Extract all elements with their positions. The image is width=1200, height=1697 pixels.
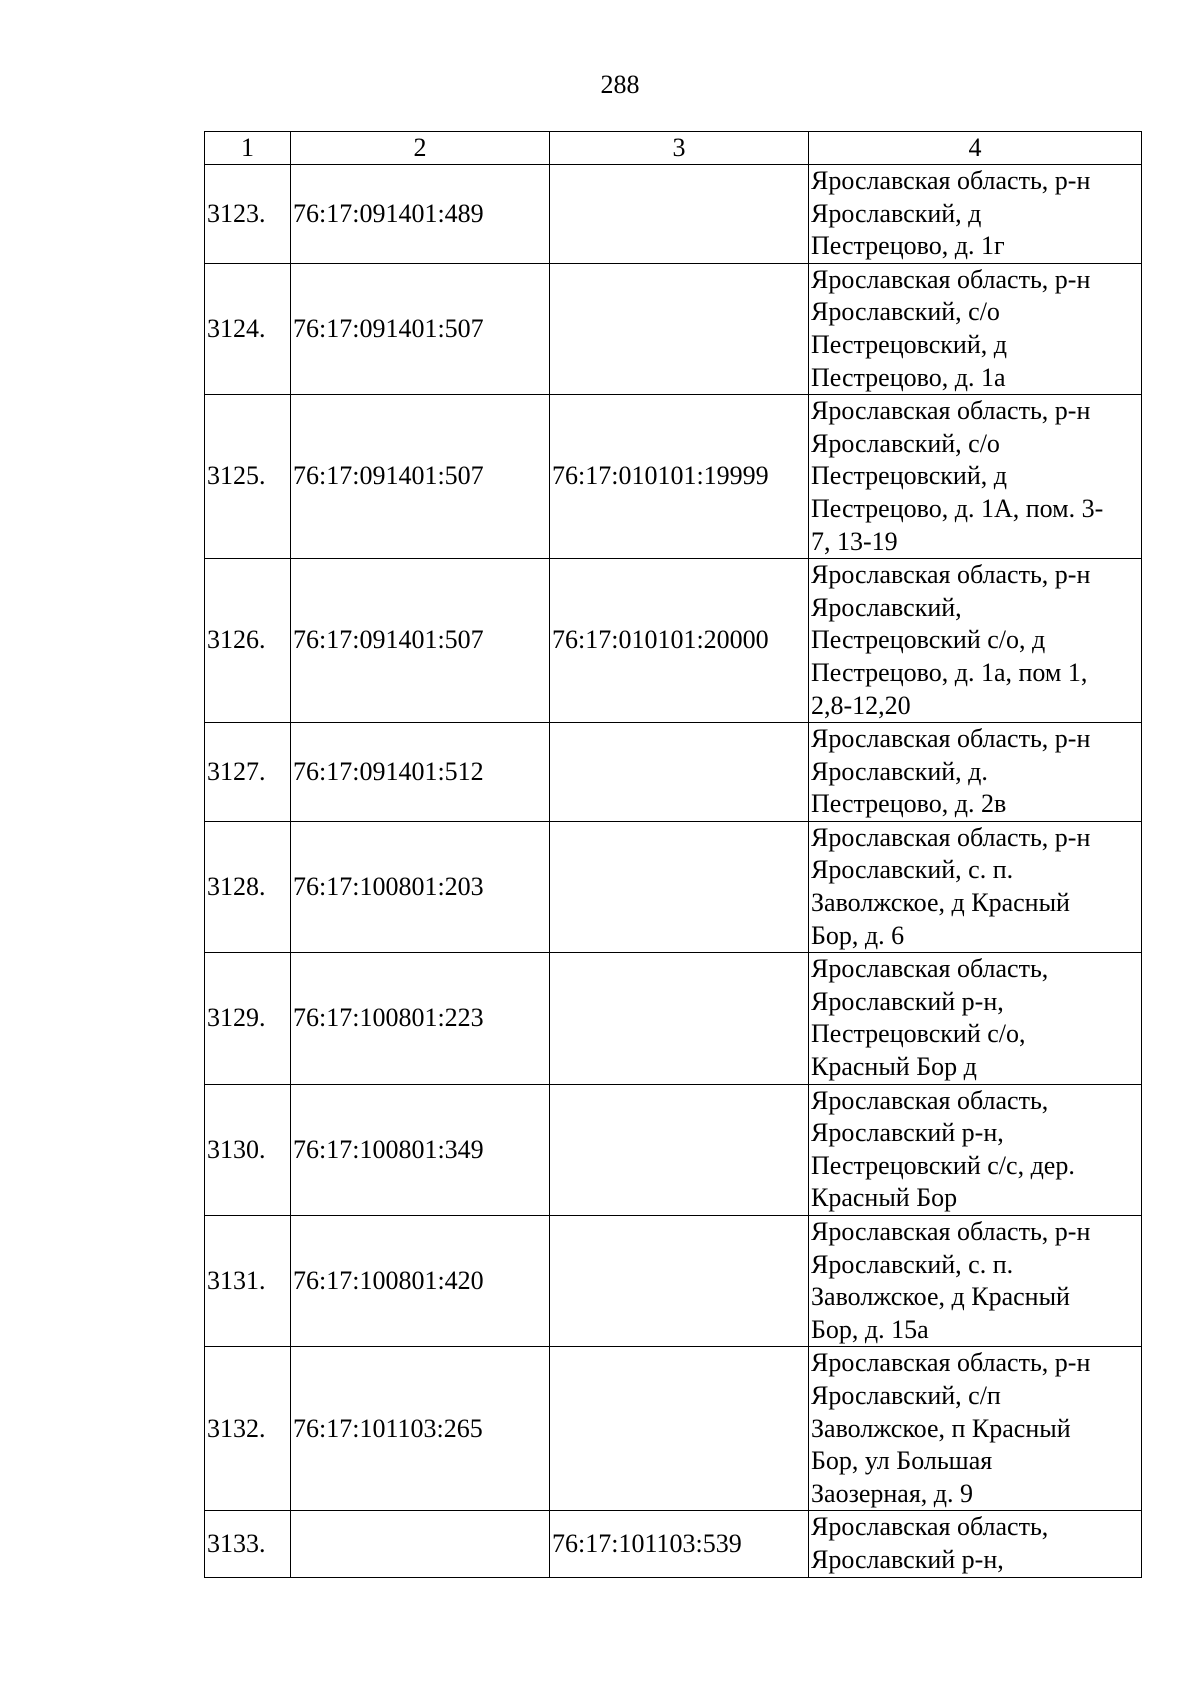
table-row	[205, 559, 1142, 723]
table-row	[205, 1216, 1142, 1347]
cadastral-number: 76:17:100801:349	[291, 1084, 550, 1215]
object-cadastral-number: 76:17:101103:539	[550, 1511, 809, 1577]
cadastral-number: 76:17:091401:507	[291, 395, 550, 559]
header-col-3: 3	[550, 132, 809, 165]
row-number: 3131.	[205, 1216, 291, 1347]
cadastral-number: 76:17:091401:512	[291, 723, 550, 822]
table-row	[205, 1347, 1142, 1511]
table-row	[205, 821, 1142, 952]
table-body	[205, 165, 1142, 1578]
cadastral-number: 76:17:100801:420	[291, 1216, 550, 1347]
object-cadastral-number: 76:17:010101:19999	[550, 395, 809, 559]
object-cadastral-number	[550, 263, 809, 394]
address: Ярославская область, Ярославский р-н, Пестрецовский с/о, Красный Бор д	[809, 953, 1142, 1084]
table-row	[205, 1084, 1142, 1215]
address: Ярославская область, Ярославский р-н, Пестрецовский с/с, дер. Красный Бор	[809, 1084, 1142, 1215]
object-cadastral-number	[550, 953, 809, 1084]
table-row	[205, 1511, 1142, 1577]
cadastral-number: 76:17:100801:203	[291, 821, 550, 952]
table-row	[205, 165, 1142, 264]
row-number: 3129.	[205, 953, 291, 1084]
row-number: 3128.	[205, 821, 291, 952]
cadastral-number	[291, 1511, 550, 1577]
object-cadastral-number: 76:17:010101:20000	[550, 559, 809, 723]
row-number: 3132.	[205, 1347, 291, 1511]
address: Ярославская область, р-н Ярославский, Пестрецовский с/о, д Пестрецово, д. 1а, пом 1, 2,8-12,20	[809, 559, 1142, 723]
row-number: 3124.	[205, 263, 291, 394]
header-row	[205, 132, 1142, 165]
registry-table	[204, 131, 1142, 1578]
table-row	[205, 723, 1142, 822]
row-number: 3127.	[205, 723, 291, 822]
row-number: 3126.	[205, 559, 291, 723]
object-cadastral-number	[550, 821, 809, 952]
header-col-2: 2	[291, 132, 550, 165]
address: Ярославская область, р-н Ярославский, с. п. Заволжское, д Красный Бор, д. 15а	[809, 1216, 1142, 1347]
table-row	[205, 953, 1142, 1084]
object-cadastral-number	[550, 1216, 809, 1347]
object-cadastral-number	[550, 165, 809, 264]
object-cadastral-number	[550, 1347, 809, 1511]
row-number: 3133.	[205, 1511, 291, 1577]
address: Ярославская область, р-н Ярославский, с/о Пестрецовский, д Пестрецово, д. 1А, пом. 3- 7, 13-19	[809, 395, 1142, 559]
cadastral-number: 76:17:091401:507	[291, 559, 550, 723]
header-col-1: 1	[205, 132, 291, 165]
address: Ярославская область, Ярославский р-н,	[809, 1511, 1142, 1577]
row-number: 3130.	[205, 1084, 291, 1215]
address: Ярославская область, р-н Ярославский, с/о Пестрецовский, д Пестрецово, д. 1а	[809, 263, 1142, 394]
cadastral-number: 76:17:091401:507	[291, 263, 550, 394]
table-row	[205, 263, 1142, 394]
address: Ярославская область, р-н Ярославский, д. Пестрецово, д. 2в	[809, 723, 1142, 822]
address: Ярославская область, р-н Ярославский, с/п Заволжское, п Красный Бор, ул Большая Заозерная, д. 9	[809, 1347, 1142, 1511]
page-number: 288	[600, 70, 640, 99]
table-row	[205, 395, 1142, 559]
object-cadastral-number	[550, 723, 809, 822]
object-cadastral-number	[550, 1084, 809, 1215]
cadastral-number: 76:17:100801:223	[291, 953, 550, 1084]
address: Ярославская область, р-н Ярославский, с. п. Заволжское, д Красный Бор, д. 6	[809, 821, 1142, 952]
cadastral-number: 76:17:101103:265	[291, 1347, 550, 1511]
header-col-4: 4	[809, 132, 1142, 165]
table-header	[205, 132, 1142, 165]
cadastral-number: 76:17:091401:489	[291, 165, 550, 264]
row-number: 3125.	[205, 395, 291, 559]
address: Ярославская область, р-н Ярославский, д Пестрецово, д. 1г	[809, 165, 1142, 264]
row-number: 3123.	[205, 165, 291, 264]
